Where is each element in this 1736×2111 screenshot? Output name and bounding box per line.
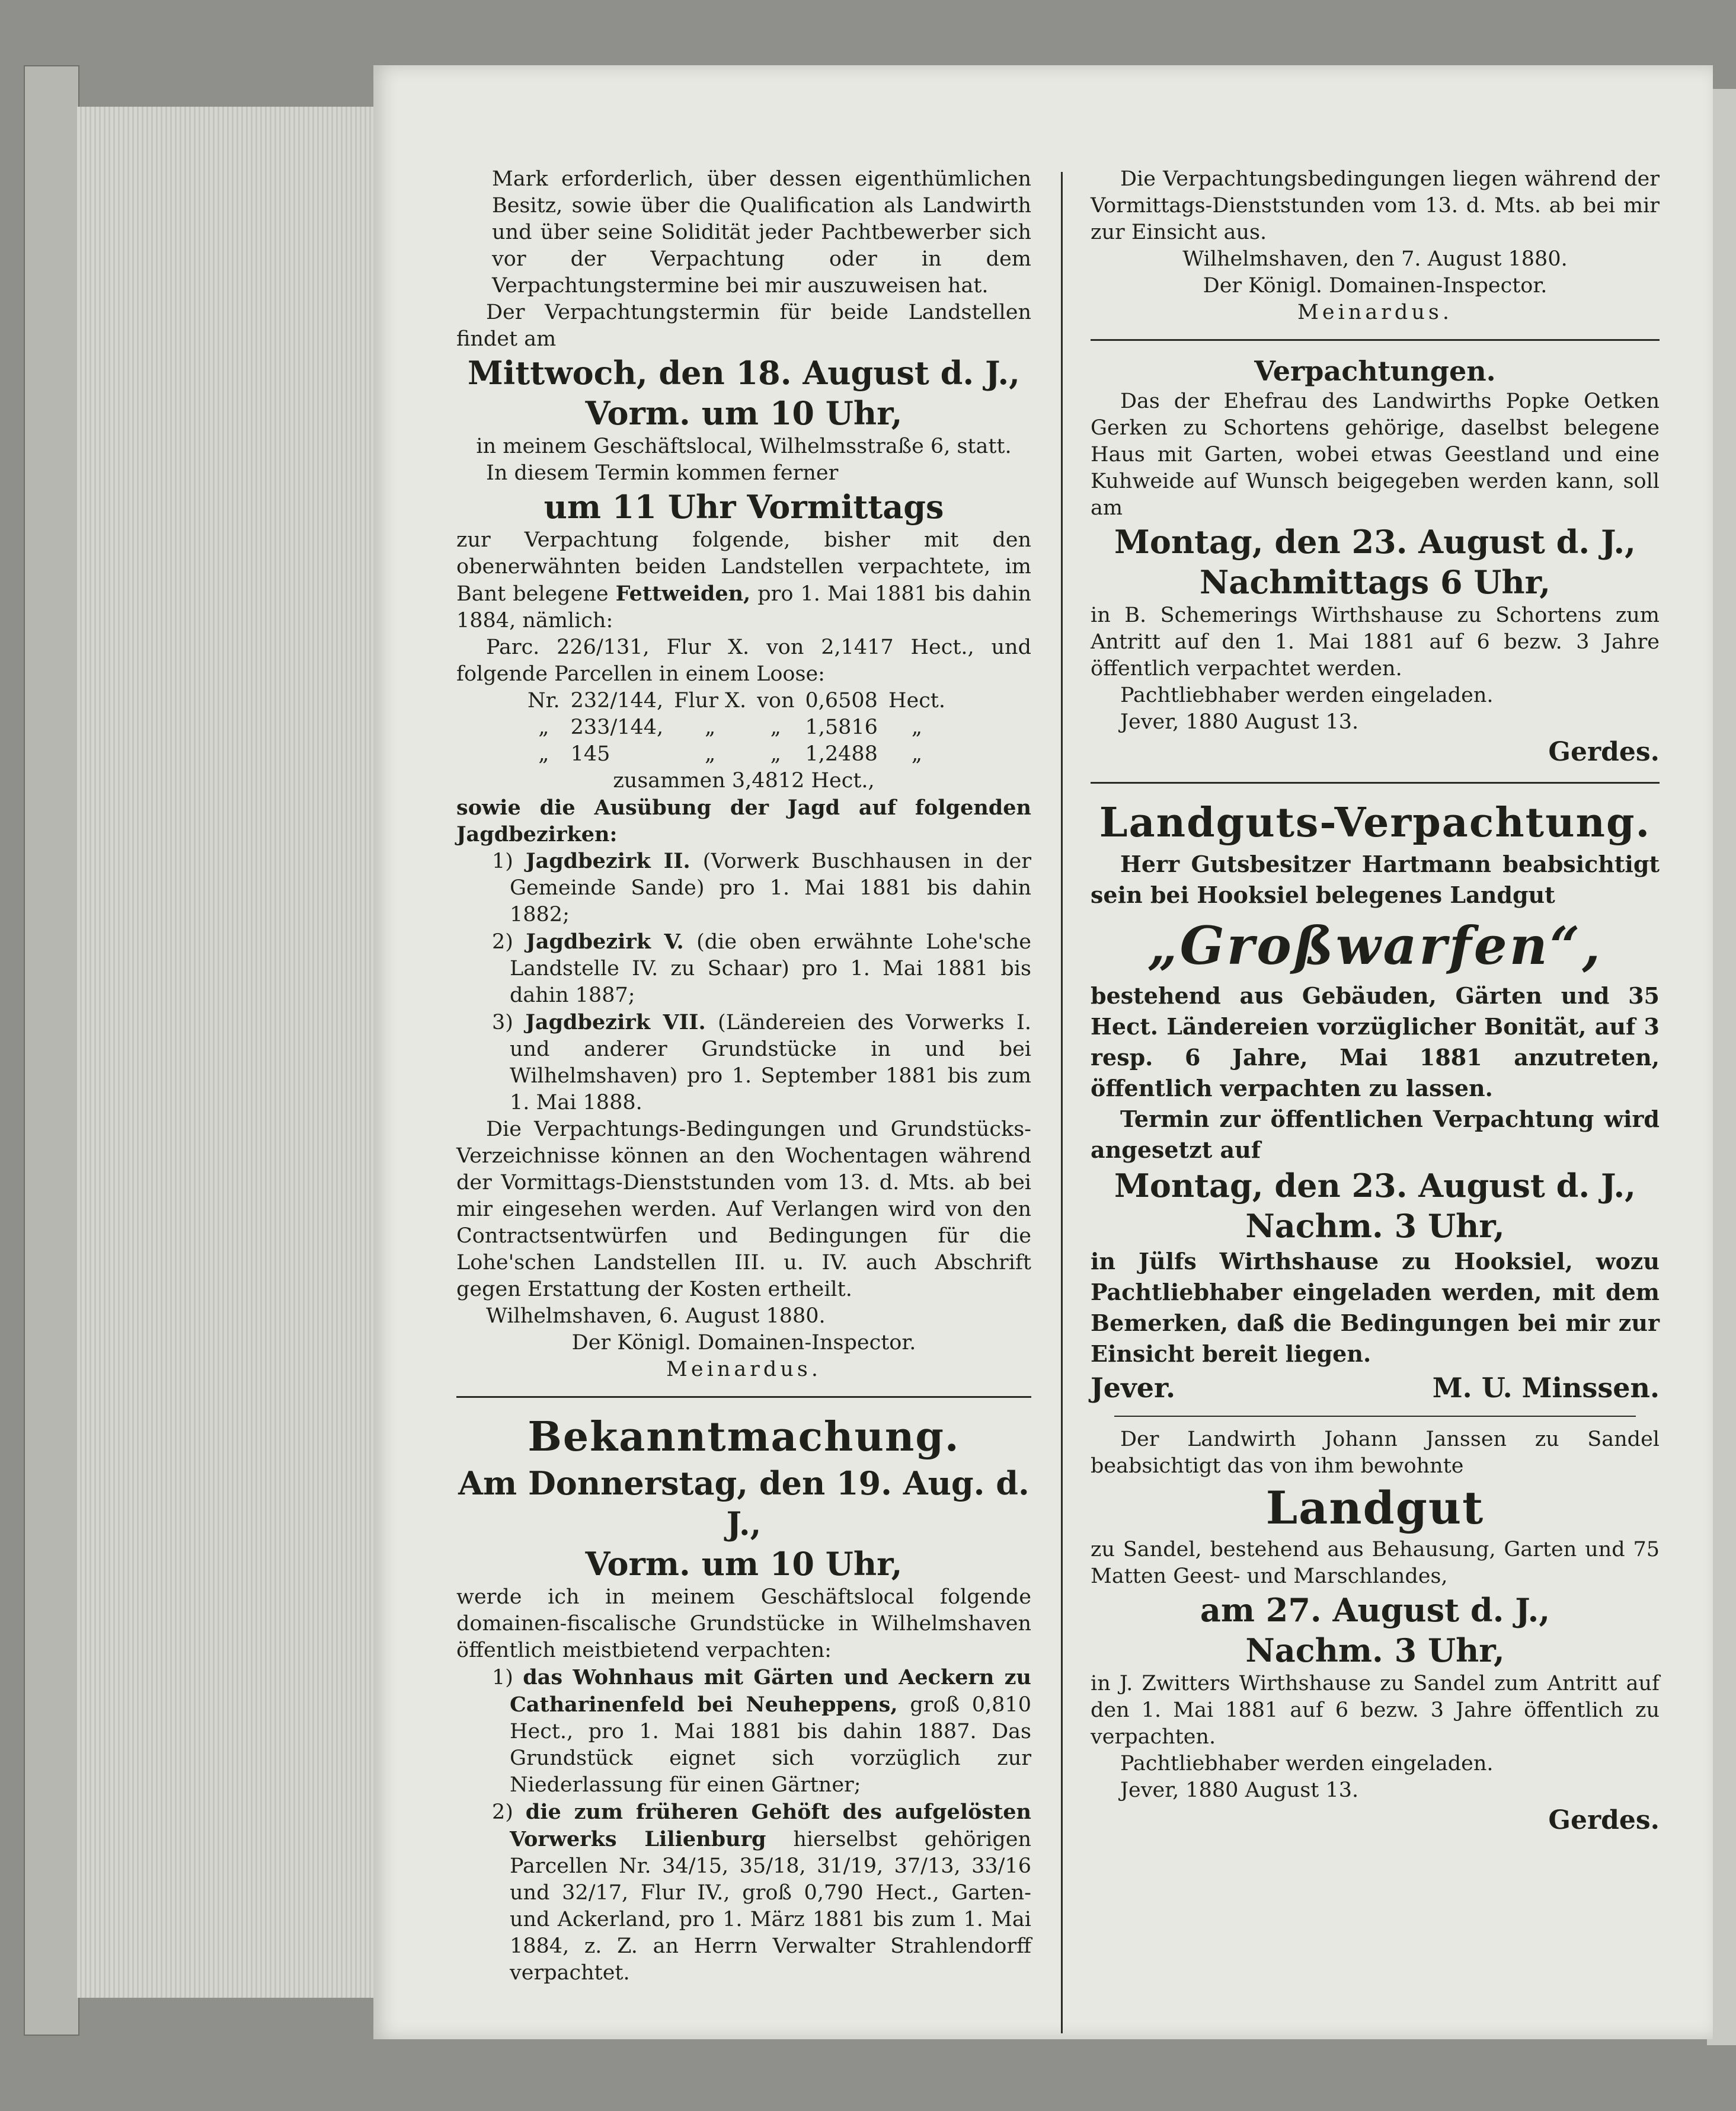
- ld-details: zu Sandel, bestehend aus Behausung, Garten und 75 Matten Geest- und Marschlandes,: [1091, 1538, 1660, 1588]
- bk-time-heading: Vorm. um 10 Uhr,: [585, 1545, 903, 1583]
- bk-item-bold: das Wohnhaus mit Gärten und Aeckern zu Catharinenfeld bei Neuheppens,: [510, 1665, 1031, 1717]
- inspector-title: Der Königl. Domainen-Inspector.: [571, 1331, 916, 1355]
- page-stack-edge: [77, 107, 375, 1998]
- v-place: in B. Schemerings Wirthshause zu Schortens zum Antritt auf den 1. Mai 1881 auf 6 bezw. 3 Jahre öffentlich verpachtet werden.: [1091, 603, 1660, 681]
- parcel-total: zusammen 3,4812 Hect.,: [613, 769, 875, 793]
- place-date: Wilhelmshaven, 6. August 1880.: [486, 1304, 826, 1328]
- place-text: in meinem Geschäftslocal, Wilhelmsstraße 6, statt.: [476, 435, 1012, 458]
- parcel-row: [527, 714, 956, 741]
- parcel-pre: „: [538, 716, 549, 739]
- parcel-von: von: [757, 689, 795, 713]
- jagd-item: [492, 928, 1031, 1009]
- signature: Meinardus.: [666, 1358, 821, 1381]
- top-place: Wilhelmshaven, den 7. August 1880.: [1182, 247, 1568, 271]
- parcel-row: [527, 688, 956, 714]
- jagd-item-name: Jagdbezirk V.: [526, 930, 684, 954]
- top-inspector: Der Königl. Domainen-Inspector.: [1203, 274, 1548, 298]
- fettweiden-text: [456, 527, 1031, 634]
- fettweiden-c: pro 1. Mai 1881 bis dahin 1884, nämlich:: [456, 582, 1031, 633]
- jagd-item-text: (Ländereien des Vorwerks I. und anderer Grundstücke in und bei Wilhelmshaven) pro 1. September 1881 bis zum 1. Mai 1888.: [510, 1011, 1031, 1114]
- intro-text: Mark erforderlich, über dessen eigenthümlichen Besitz, sowie über die Qualification als Landwirth und über seine Solidität jeder Pachtbewerber sich vor der Verpachtung oder in dem Verpachtungstermine bei mir auszuweisen hat.: [492, 167, 1031, 298]
- ld-place: in J. Zwitters Wirthshause zu Sandel zum Antritt auf den 1. Mai 1881 auf 6 bezw. 3 Jahre öffentlich zu verpachten.: [1091, 1672, 1660, 1749]
- ld-time-heading: Nachm. 3 Uhr,: [1245, 1631, 1505, 1669]
- lg-date-heading: Montag, den 23. August d. J.,: [1114, 1167, 1636, 1205]
- parcel-table: [527, 688, 956, 768]
- bedingungen-text: Die Verpachtungs-Bedingungen und Grundstücks-Verzeichnisse können an den Wochentagen während der Vormittags-Dienststunden vom 13. d. Mts. ab bei mir eingesehen werden. Auf Verlangen wird von den Contractsentwürfen und Bedingungen für die Lohe'schen Landstellen III. u. IV. auch Abschrift gegen Erstattung der Kosten ertheilt.: [456, 1117, 1031, 1301]
- book-cover-edge: [24, 65, 79, 2036]
- parcel-main: Parc. 226/131, Flur X. von 2,1417 Hect., und folgende Parcellen in einem Loose:: [456, 635, 1031, 686]
- jagd-item-text: (Vorwerk Buschhausen in der Gemeinde Sande) pro 1. Mai 1881 bis dahin 1882;: [510, 849, 1031, 927]
- lg-name: „Großwarfen“,: [1147, 915, 1603, 976]
- parcel-num: 145: [570, 742, 610, 766]
- ld-text: Der Landwirth Johann Janssen zu Sandel beabsichtigt das von ihm bewohnte: [1091, 1427, 1660, 1478]
- section-rule: [1091, 782, 1660, 784]
- ferner-text: In diesem Termin kommen ferner: [486, 461, 839, 485]
- time-heading: Vorm. um 10 Uhr,: [585, 394, 903, 432]
- parcel-area: 0,6508: [805, 689, 878, 713]
- newspaper-page: [373, 65, 1713, 2039]
- section-rule: [1091, 339, 1660, 341]
- bekanntmachung-title: Bekanntmachung.: [527, 1413, 960, 1461]
- parcel-area: 1,5816: [805, 716, 878, 739]
- landguts-title: Landguts-Verpachtung.: [1099, 799, 1651, 847]
- bk-item-text: hierselbst gehörigen Parcellen Nr. 34/15, 35/18, 31/19, 37/13, 33/16 und 32/17, Flur IV., groß 0,790 Hect., Garten- und Ackerland, pro 1. März 1881 bis zum 1. Mai 1884, z. Z. an Herrn Verwalter Strahlendorff verpachtet.: [510, 1828, 1031, 1985]
- bk-date-heading: Am Donnerstag, den 19. Aug. d. J.,: [458, 1464, 1030, 1542]
- section-rule: [1114, 1416, 1636, 1417]
- bk-item-number: 2): [492, 1800, 513, 1824]
- v-invite: Pachtliebhaber werden eingeladen.: [1120, 684, 1494, 707]
- landgut-title: Landgut: [1265, 1481, 1485, 1534]
- top-signature: Meinardus.: [1297, 301, 1453, 324]
- column-divider: [1061, 172, 1063, 2033]
- parcel-unit: „: [911, 716, 923, 739]
- jagd-item: [492, 848, 1031, 928]
- section-rule: [456, 1396, 1031, 1398]
- bk-item-number: 1): [492, 1666, 513, 1690]
- parcel-von: „: [770, 742, 781, 766]
- verpachtungen-title: Verpachtungen.: [1254, 355, 1496, 387]
- verpachtungen-text: Das der Ehefrau des Landwirths Popke Oetken Gerken zu Schortens gehörige, daselbst belegene Haus mit Garten, wobei etwas Geestland und eine Kuhweide auf Wunsch beigegeben werden kann, soll am: [1091, 389, 1660, 520]
- jagd-item-name: Jagdbezirk VII.: [525, 1010, 706, 1034]
- parcel-num: 233/144,: [570, 716, 664, 739]
- ld-signature: Gerdes.: [1548, 1805, 1660, 1835]
- fettweiden-a: zur Verpachtung folgende, bisher mit den obenerwähnten beiden Landstellen verpachtete, im Bant belegene: [456, 528, 1031, 606]
- lg-termin: Termin zur öffentlichen Verpachtung wird angesetzt auf: [1091, 1106, 1660, 1163]
- v-time-heading: Nachmittags 6 Uhr,: [1199, 563, 1551, 601]
- jagd-item-name: Jagdbezirk II.: [525, 849, 690, 873]
- lg-sig-place: Jever.: [1091, 1372, 1176, 1404]
- top-text: Die Verpachtungsbedingungen liegen während der Vormittags-Dienststunden vom 13. d. Mts. ab bei mir zur Einsicht aus.: [1091, 167, 1660, 244]
- bk-item-text: groß 0,810 Hect., pro 1. Mai 1881 bis dahin 1887. Das Grundstück eignet sich vorzüglich zur Niederlassung für einen Gärtner;: [510, 1693, 1031, 1797]
- time-heading-2: um 11 Uhr Vormittags: [544, 488, 944, 526]
- jagd-item-number: 1): [492, 849, 513, 873]
- ld-date-heading: am 27. August d. J.,: [1200, 1591, 1550, 1629]
- parcel-pre: „: [538, 742, 549, 766]
- lg-sig-name: M. U. Minssen.: [1432, 1372, 1660, 1404]
- v-date-heading: Montag, den 23. August d. J.,: [1114, 523, 1636, 561]
- parcel-area: 1,2488: [805, 742, 878, 766]
- jagd-item-text: (die oben erwähnte Lohe'sche Landstelle IV. zu Schaar) pro 1. Mai 1881 bis dahin 1887;: [510, 930, 1031, 1007]
- parcel-row: [527, 741, 956, 768]
- parcel-flur: „: [705, 716, 716, 739]
- lg-time-heading: Nachm. 3 Uhr,: [1245, 1207, 1505, 1245]
- ld-place-date: Jever, 1880 August 13.: [1120, 1778, 1359, 1802]
- bk-item-bold: die zum früheren Gehöft des aufgelösten Vorwerks Lilienburg: [510, 1800, 1031, 1851]
- lg-place: in Jülfs Wirthshause zu Hooksiel, wozu Pachtliebhaber eingeladen werden, mit dem Bemerken, daß die Bedingungen bei mir zur Einsicht bereit liegen.: [1091, 1248, 1660, 1367]
- parcel-pre: Nr.: [527, 689, 560, 713]
- bk-intro: werde ich in meinem Geschäftslocal folgende domainen-fiscalische Grundstücke in Wilhelmshaven öffentlich meistbietend verpachten:: [456, 1585, 1031, 1662]
- jagd-heading: sowie die Ausübung der Jagd auf folgenden Jagdbezirken:: [456, 796, 1031, 847]
- termin-intro: Der Verpachtungstermin für beide Landstellen findet am: [456, 301, 1031, 351]
- parcel-von: „: [770, 716, 781, 739]
- date-heading: Mittwoch, den 18. August d. J.,: [468, 354, 1020, 392]
- jagd-item-number: 2): [492, 930, 513, 954]
- fettweiden-b: Fettweiden,: [615, 582, 751, 606]
- bk-item: [492, 1799, 1031, 1987]
- lg-details: bestehend aus Gebäuden, Gärten und 35 Hect. Ländereien vorzüglicher Bonität, auf 3 resp. 6 Jahre, Mai 1881 anzutreten, öffentlich verpachten zu lassen.: [1091, 982, 1660, 1101]
- lg-signature-line: [1091, 1369, 1660, 1406]
- parcel-num: 232/144,: [570, 689, 664, 713]
- right-column: [1091, 166, 1660, 1837]
- jagd-item: [492, 1009, 1031, 1116]
- bk-item: [492, 1664, 1031, 1799]
- ld-invite: Pachtliebhaber werden eingeladen.: [1120, 1752, 1494, 1775]
- left-column: [456, 166, 1031, 1987]
- v-signature: Gerdes.: [1548, 737, 1660, 767]
- parcel-flur: Flur X.: [674, 689, 747, 713]
- lg-text: Herr Gutsbesitzer Hartmann beabsichtigt sein bei Hooksiel belegenes Landgut: [1091, 851, 1660, 908]
- jagd-item-number: 3): [492, 1011, 513, 1034]
- parcel-unit: „: [911, 742, 923, 766]
- parcel-flur: „: [705, 742, 716, 766]
- parcel-unit: Hect.: [888, 689, 945, 713]
- v-place-date: Jever, 1880 August 13.: [1120, 710, 1359, 734]
